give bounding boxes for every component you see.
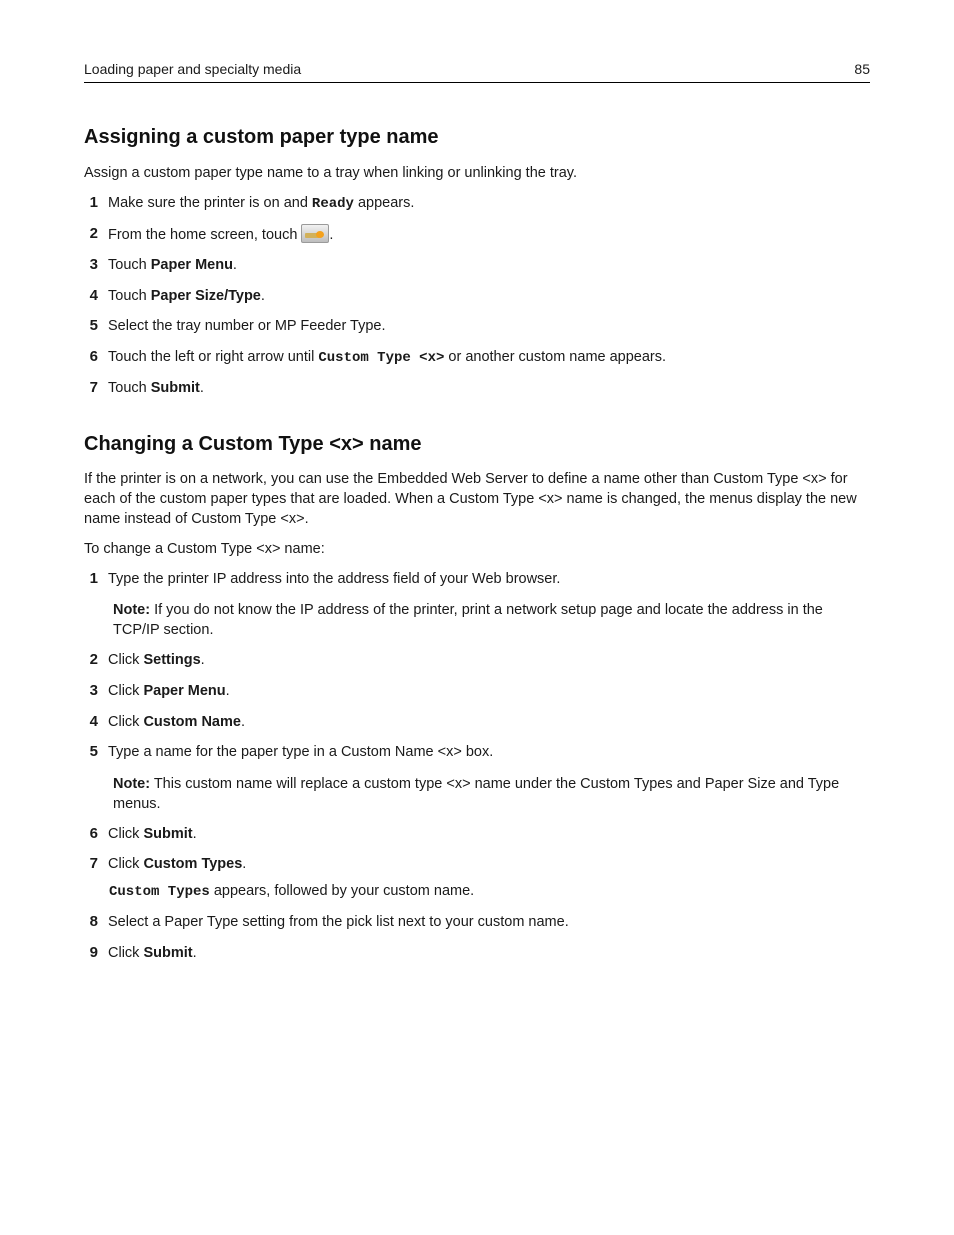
- s1-step-2: 2 From the home screen, touch .: [89, 225, 334, 243]
- s2-step-3: 3 Click Paper Menu.: [89, 682, 230, 699]
- s1-step-5: 5 Select the tray number or MP Feeder Type.: [89, 317, 386, 334]
- s2-step-5: 5 Type a name for the paper type in a Custom Name <x> box.: [89, 743, 494, 760]
- s1-step-1: 1 Make sure the printer is on and Ready appears.: [89, 194, 415, 212]
- ready-code: Ready: [311, 196, 354, 212]
- custom-type-code: Custom Type <x>: [318, 350, 445, 366]
- page-number: 85: [854, 61, 870, 77]
- section2-lead: To change a Custom Type <x> name:: [84, 541, 325, 557]
- page-header: [84, 61, 870, 83]
- header-title: Loading paper and specialty media: [84, 61, 302, 77]
- note-custom-name: Note: This custom name will replace a custom type <x> name under the Custom Types and Paper Size and Type menus.: [113, 776, 840, 812]
- s1-step-6: 6 Touch the left or right arrow until Custom Type <x> or another custom name appears.: [89, 348, 667, 366]
- s2-step-2: 2 Click Settings.: [89, 651, 205, 668]
- s2-step-7: 7 Click Custom Types.: [89, 855, 247, 872]
- section-heading-assigning: Assigning a custom paper type name: [84, 126, 439, 148]
- s2-step-6: 6 Click Submit.: [89, 825, 197, 842]
- s1-step-7: 7 Touch Submit.: [89, 379, 204, 396]
- section1-intro: Assign a custom paper type name to a tray when linking or unlinking the tray.: [84, 165, 577, 181]
- s1-step-3: 3 Touch Paper Menu.: [89, 256, 237, 273]
- paper-tray-icon: [301, 224, 329, 243]
- s2-step-1: 1 Type the printer IP address into the address field of your Web browser.: [89, 570, 561, 587]
- step7-result: Custom Types appears, followed by your custom name.: [109, 883, 475, 900]
- s1-step-4: 4 Touch Paper Size/Type.: [89, 287, 265, 304]
- s2-step-4: 4 Click Custom Name.: [89, 713, 245, 730]
- section-heading-changing: Changing a Custom Type <x> name: [84, 433, 422, 455]
- s2-step-9: 9 Click Submit.: [89, 944, 197, 961]
- section2-intro: If the printer is on a network, you can use the Embedded Web Server to define a name other than Custom Type <x> for each of the custom paper types that are loaded. When a Custom Type <x> name is changed, the menus display the new name instead of Custom Type <x>.: [84, 471, 857, 527]
- note-ip-address: Note: If you do not know the IP address of the printer, print a network setup page and locate the address in the TCP/IP section.: [113, 602, 823, 638]
- s2-step-8: 8 Select a Paper Type setting from the pick list next to your custom name.: [89, 913, 569, 930]
